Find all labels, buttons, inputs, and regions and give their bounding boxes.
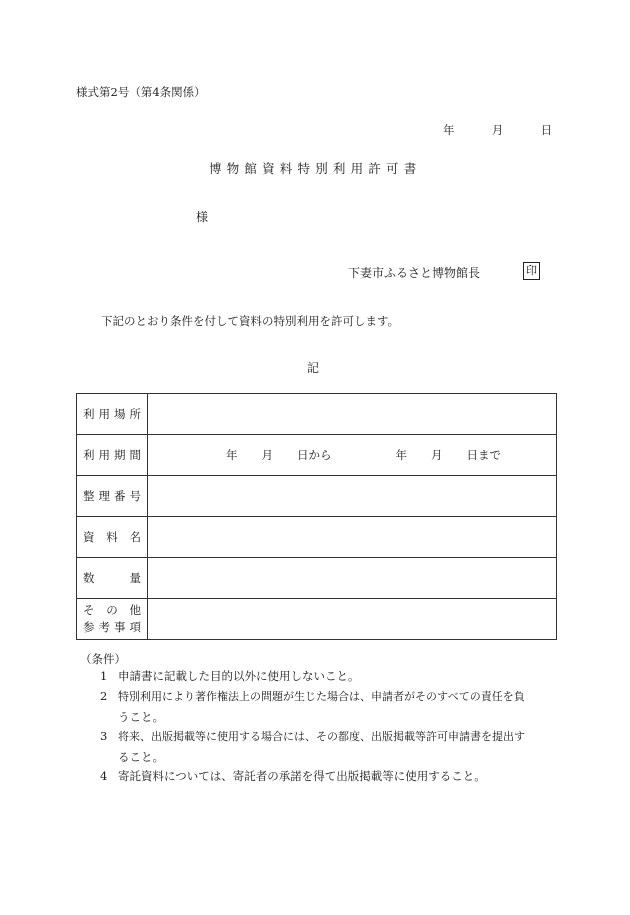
- row-label: [77, 476, 148, 517]
- condition-text: 特別利用により著作権法上の問題が生じた場合は、申請者がそのすべての責任を負: [118, 690, 525, 703]
- date-day: 日: [540, 123, 553, 137]
- conditions-heading: （条件）: [80, 652, 126, 666]
- label-text: [83, 488, 141, 504]
- to-year: 年: [395, 448, 407, 462]
- label-text: [83, 529, 141, 545]
- label-line: [83, 602, 141, 619]
- condition-item: [100, 686, 552, 727]
- from-month: 月: [261, 448, 273, 462]
- label-char: 数: [83, 571, 95, 585]
- label-char: 利: [83, 448, 95, 462]
- issuer-name: 下妻市ふるさと博物館長: [348, 266, 481, 280]
- row-value: [148, 599, 557, 640]
- condition-text-cont: うこと。: [118, 710, 164, 724]
- row-value: [148, 435, 557, 476]
- ki-heading: 記: [307, 361, 320, 375]
- table-row: [77, 476, 557, 517]
- condition-text: 申請書に記載した目的以外に使用しないこと。: [118, 669, 360, 683]
- from-year: 年: [226, 448, 238, 462]
- condition-item: [100, 726, 552, 767]
- document-title: 博物館資料特別利用許可書: [209, 161, 422, 176]
- date-year: 年: [443, 123, 455, 137]
- condition-number: 4: [100, 769, 108, 783]
- label-char: 用: [98, 407, 110, 421]
- label-char: 事: [114, 620, 126, 634]
- label-char: 整: [83, 489, 95, 503]
- label-char: 項: [129, 620, 141, 634]
- condition-item: [100, 766, 552, 786]
- row-label: [77, 394, 148, 435]
- label-text: [83, 447, 141, 463]
- seal-mark: 印: [523, 262, 540, 280]
- label-text: [83, 570, 141, 586]
- label-char: 所: [129, 407, 141, 421]
- condition-number: 3: [100, 729, 108, 743]
- date-line: [443, 122, 552, 138]
- row-value: [148, 558, 557, 599]
- label-char: 料: [106, 530, 118, 544]
- condition-number: 2: [100, 689, 108, 703]
- label-text: [83, 406, 141, 422]
- row-value: [148, 476, 557, 517]
- row-value: [148, 394, 557, 435]
- table-row: [77, 394, 557, 435]
- table-row: [77, 435, 557, 476]
- to-month: 月: [431, 448, 443, 462]
- label-char: 間: [129, 448, 141, 462]
- label-char: 考: [98, 620, 110, 634]
- form-number: 様式第2号（第4条関係）: [76, 85, 206, 99]
- condition-number: 1: [100, 669, 108, 683]
- label-char: の: [106, 603, 118, 617]
- label-char: 他: [129, 603, 141, 617]
- label-char: 名: [129, 530, 141, 544]
- label-char: 利: [83, 407, 95, 421]
- label-char: 参: [83, 620, 95, 634]
- label-char: 番: [114, 489, 126, 503]
- permit-table: [76, 393, 557, 640]
- table-row: [77, 599, 557, 640]
- period-line: [148, 447, 556, 463]
- to-day: 日まで: [466, 448, 501, 462]
- addressee-suffix: 様: [196, 210, 209, 224]
- table-row: [77, 558, 557, 599]
- row-label: [77, 599, 148, 640]
- condition-item: [100, 666, 552, 686]
- condition-text: 将来、出版掲載等に使用する場合には、その都度、出版掲載等許可申請書を提出す: [118, 730, 525, 743]
- from-day: 日から: [297, 448, 332, 462]
- row-label: [77, 435, 148, 476]
- row-label: [77, 517, 148, 558]
- condition-text-cont: ること。: [118, 750, 164, 764]
- label-char: 資: [83, 530, 95, 544]
- label-text: [83, 602, 141, 636]
- label-char: 号: [129, 489, 141, 503]
- date-month: 月: [491, 123, 504, 137]
- row-label: [77, 558, 148, 599]
- table-row: [77, 517, 557, 558]
- label-char: 用: [98, 448, 110, 462]
- label-char: 期: [114, 448, 126, 462]
- label-char: 量: [129, 571, 141, 585]
- label-char: 場: [114, 407, 126, 421]
- row-value: [148, 517, 557, 558]
- condition-text: 寄託資料については、寄託者の承諾を得て出版掲載等に使用すること。: [118, 769, 486, 783]
- label-char: 理: [98, 489, 110, 503]
- label-char: そ: [83, 603, 95, 617]
- label-line: [83, 619, 141, 636]
- body-text: 下記のとおり条件を付して資料の特別利用を許可します。: [101, 314, 400, 328]
